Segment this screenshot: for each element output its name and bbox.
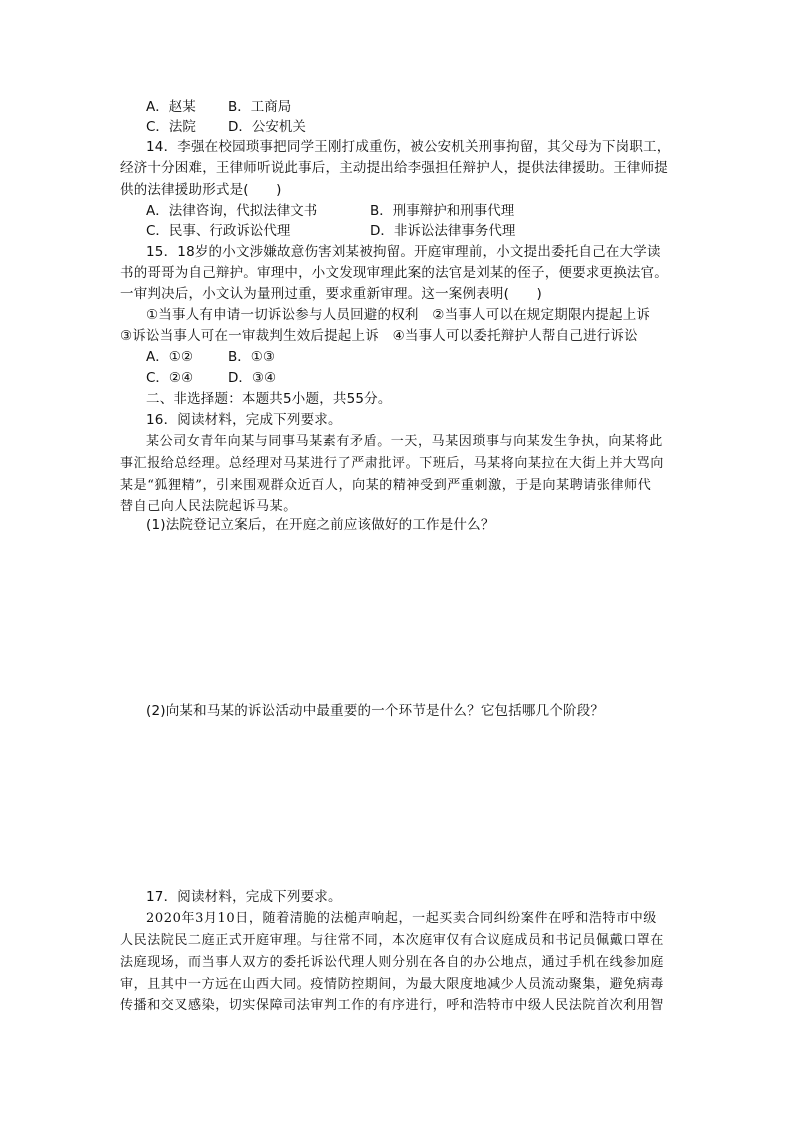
- q14-options-row-2: [146, 221, 515, 241]
- q16-sub-question-1: (1)法院登记立案后，在开庭之前应该做好的工作是什么？: [146, 517, 495, 533]
- q14-option-a: A．法律咨询，代拟法律文书: [146, 203, 318, 219]
- q17-material-line-1: 2020年3月10日，随着清脆的法槌声响起，一起买卖合同纠纷案件在呼和浩特市中级: [146, 911, 657, 926]
- q17-material-line-4: 审，且其中一方远在山西大同。疫情防控期间，为最大限度地减少人员流动聚集，避免病毒: [120, 977, 665, 992]
- q16-material-line-3: 某是“狐狸精”，引来围观群众近百人，向某的精神受到严重刺激，于是向某聘请张律师代: [120, 478, 652, 493]
- q13-option-a: A．赵某: [146, 99, 196, 115]
- q16-material-line-2: 事汇报给总经理。总经理对马某进行了严肃批评。下班后，马某将向某拉在大街上并大骂向: [120, 456, 665, 471]
- q15-option-a: A．①②: [146, 349, 193, 365]
- q16-intro: 16．阅读材料，完成下列要求。: [146, 412, 342, 428]
- q15-option-c: C．②④: [146, 370, 194, 386]
- q17-material-line-5: 传播和交叉感染，切实保障司法审判工作的有序进行，呼和浩特市中级人民法院首次利用智: [120, 998, 665, 1013]
- q15-stem-line-3: 一审判决后，小文认为量刑过重，要求重新审理。这一案例表明( ): [120, 286, 542, 302]
- q15-stem-line-2: 书的哥哥为自己辩护。审理中，小文发现审理此案的法官是刘某的侄子，便要求更换法官。: [120, 265, 668, 281]
- q15-stem-line-1: 15．18岁的小文涉嫌故意伤害刘某被拘留。开庭审理前，小文提出委托自己在大学读: [146, 244, 661, 260]
- q14-stem-line-1: 14．李强在校园琐事把同学王刚打成重伤，被公安机关刑事拘留，其父母为下岗职工，: [146, 139, 671, 155]
- q16-material-line-4: 替自己向人民法院起诉马某。: [120, 499, 297, 514]
- q13-options-row-2: [146, 117, 306, 137]
- q14-stem-line-3: 供的法律援助形式是( ): [120, 182, 282, 198]
- q15-options-row-1: [146, 347, 275, 367]
- q13-option-d: D．公安机关: [228, 119, 306, 135]
- q15-options-row-2: [146, 368, 276, 388]
- q16-material-line-1: 某公司女青年向某与同事马某素有矛盾。一天，马某因琐事与向某发生争执，向某将此: [146, 434, 663, 449]
- q15-statements-line-1: ①当事人有申请一切诉讼参与人员回避的权利 ②当事人可以在规定期限内提起上诉: [146, 307, 651, 323]
- q14-option-b: B．刑事辩护和刑事代理: [370, 203, 515, 219]
- q13-option-b: B．工商局: [228, 99, 292, 115]
- q14-option-c: C．民事、行政诉讼代理: [146, 223, 291, 239]
- q17-material-line-2: 人民法院民二庭正式开庭审理。与往常不同，本次庭审仅有合议庭成员和书记员佩戴口罩在: [120, 933, 665, 948]
- q13-option-c: C．法院: [146, 119, 196, 135]
- q15-option-d: D．③④: [228, 370, 277, 386]
- q14-stem-line-2: 经济十分困难，王律师听说此事后，主动提出给李强担任辩护人，提供法律援助。王律师提: [120, 160, 668, 176]
- q17-material-line-3: 法庭现场，而当事人双方的委托诉讼代理人则分别在各自的办公地点，通过手机在线参加庭: [120, 955, 665, 970]
- q14-option-d: D．非诉讼法律事务代理: [370, 223, 516, 239]
- section-2-heading: 二、非选择题：本题共5小题，共55分。: [146, 391, 392, 407]
- q16-sub-question-2: (2)向某和马某的诉讼活动中最重要的一个环节是什么？它包括哪几个阶段？: [146, 703, 605, 719]
- q17-intro: 17．阅读材料，完成下列要求。: [146, 889, 342, 905]
- q14-options-row-1: [146, 201, 514, 221]
- q13-options-row-1: [146, 97, 291, 117]
- q15-option-b: B．①③: [228, 349, 275, 365]
- q15-statements-line-2: ③诉讼当事人可在一审裁判生效后提起上诉 ④当事人可以委托辩护人帮自己进行诉讼: [120, 328, 638, 344]
